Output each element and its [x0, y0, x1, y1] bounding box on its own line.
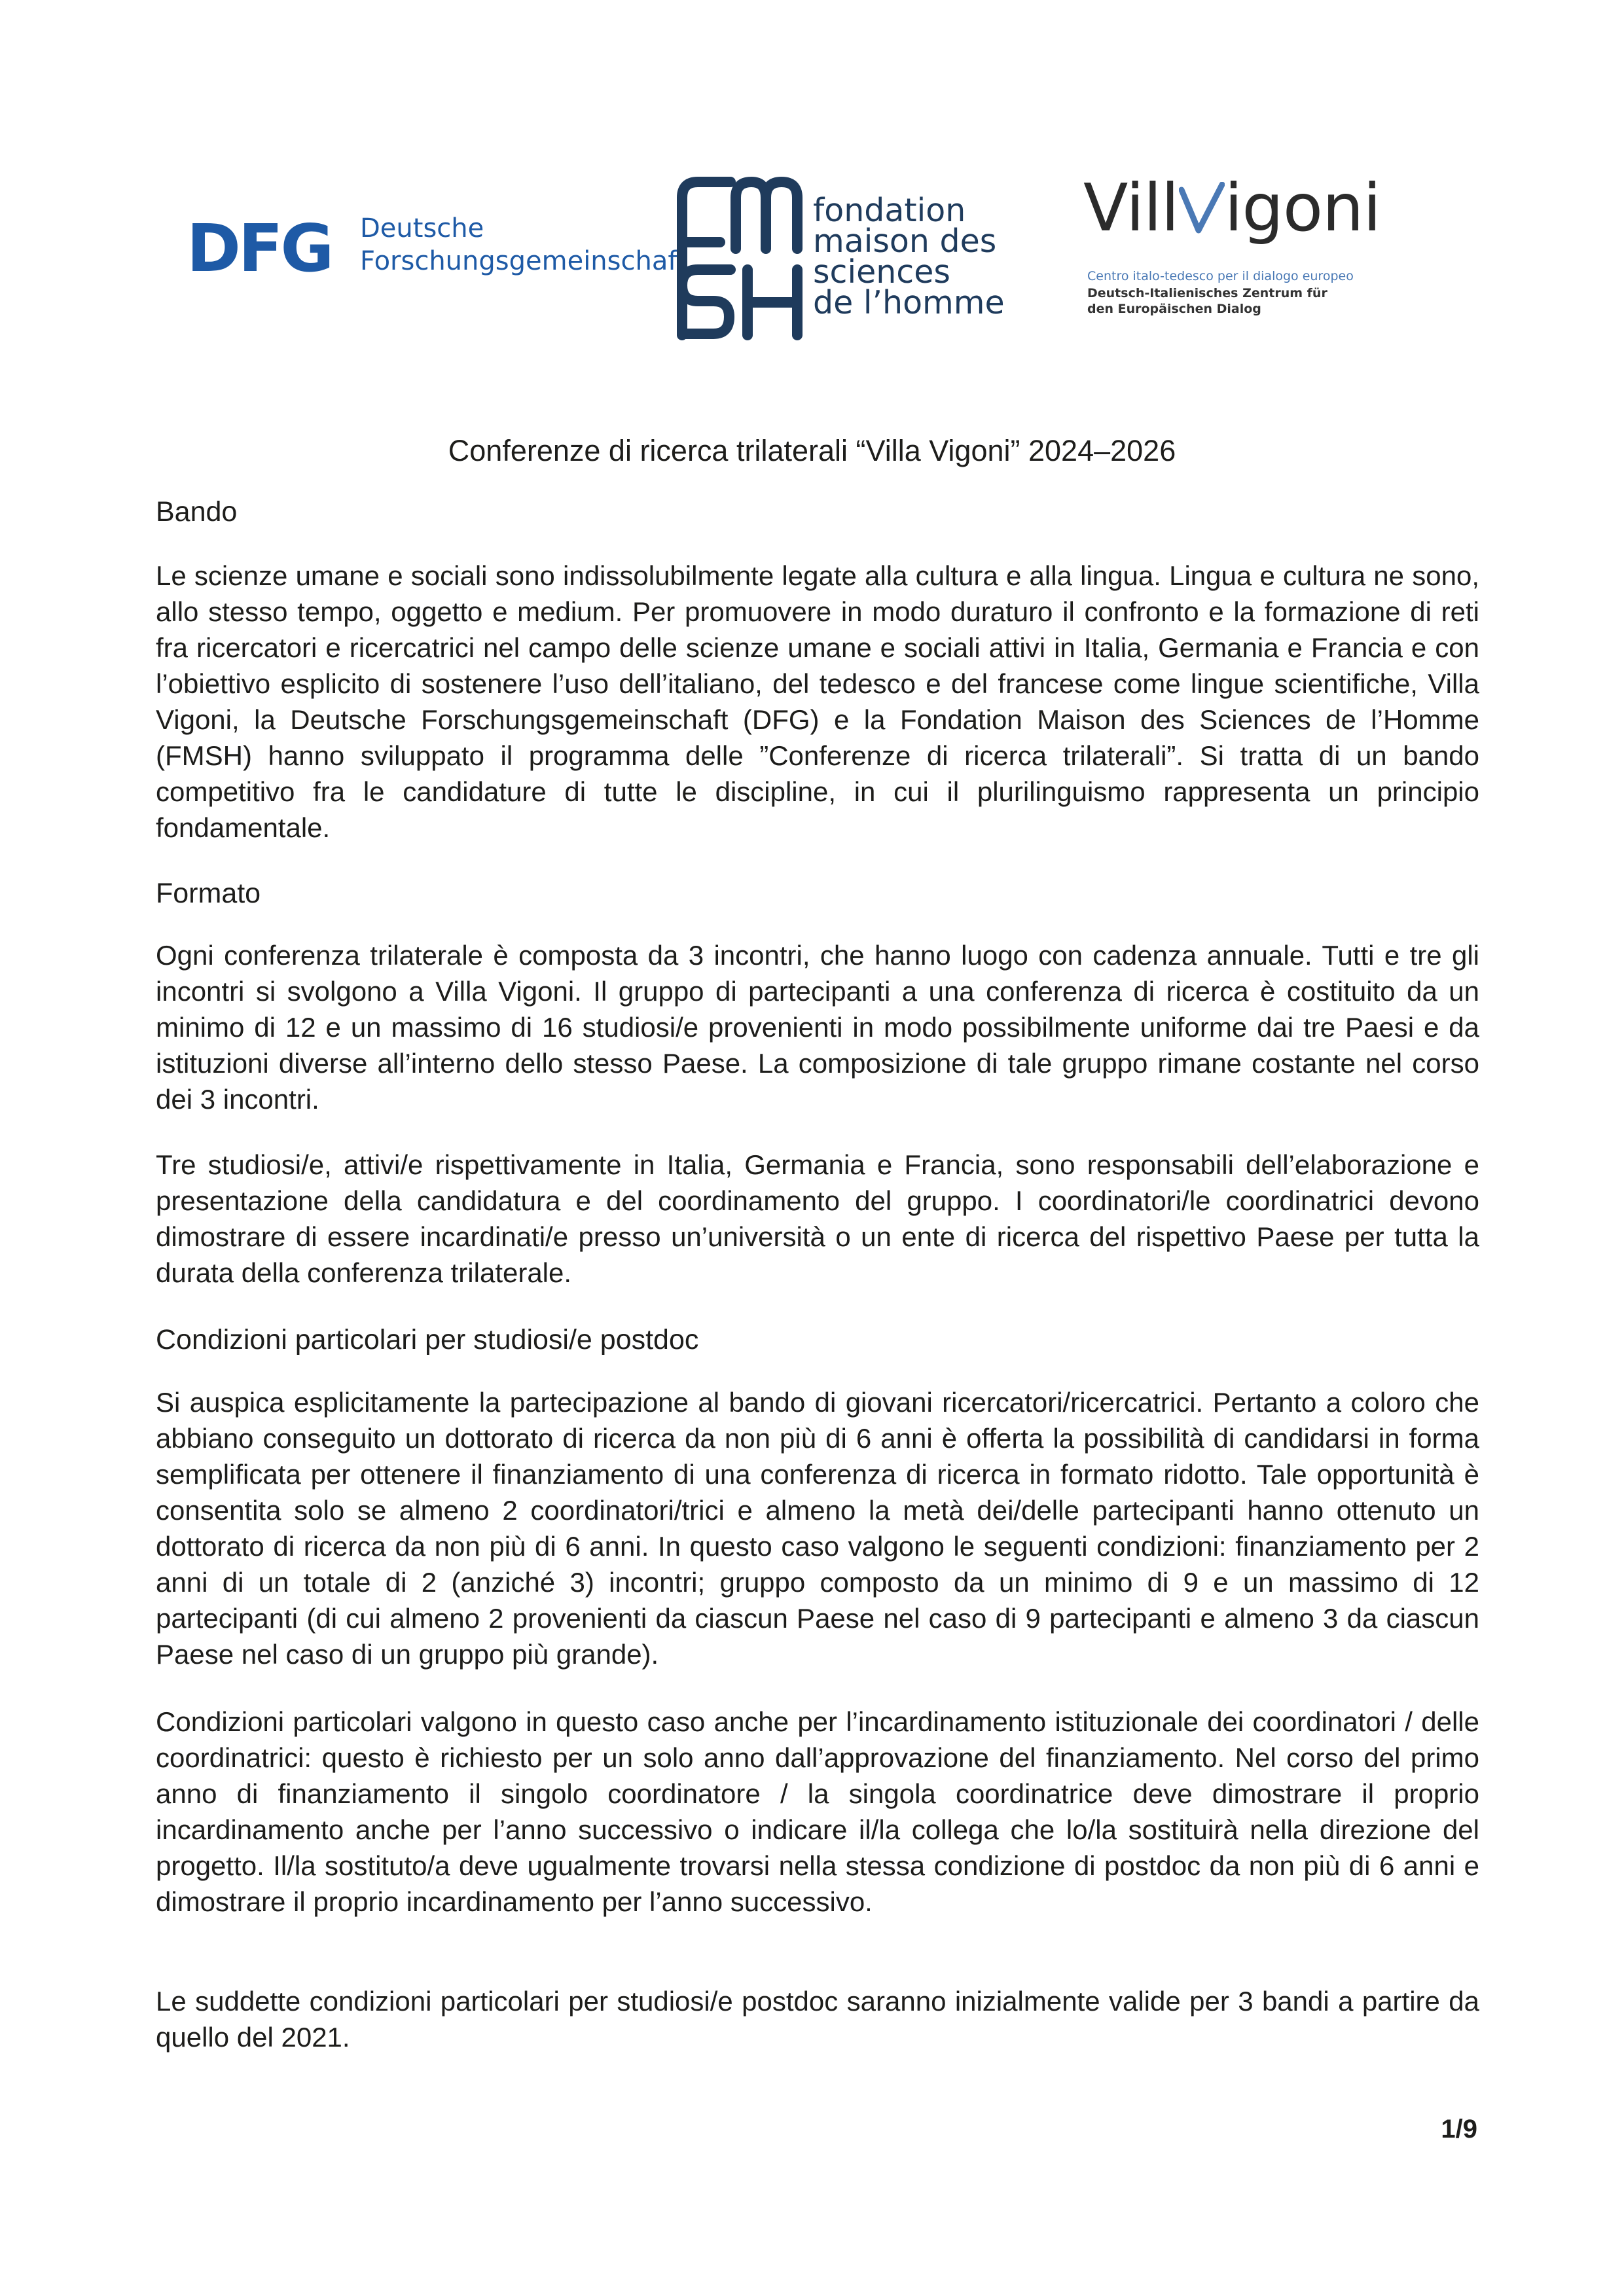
- section-heading-formato: Formato: [156, 878, 261, 909]
- villa-vigoni-wordmark-part-2: igoni: [1224, 170, 1381, 246]
- villa-vigoni-subtitle-de: [1087, 285, 1327, 317]
- section-heading-postdoc: Condizioni particolari per studiosi/e postdoc: [156, 1324, 699, 1355]
- paragraph-postdoc-3: Le suddette condizioni particolari per studiosi/e postdoc saranno inizialmente valide per 3 bandi a partire da quello del 2021.: [156, 1986, 1479, 2053]
- section-heading-bando: Bando: [156, 496, 238, 528]
- dfg-logo-line-2: Forschungsgemeinschaft: [360, 246, 687, 276]
- fmsh-logo-line-4: de l’homme: [813, 284, 1005, 321]
- villa-vigoni-logo: [1083, 169, 1437, 332]
- villa-vigoni-subtitle-de-line-1: Deutsch-Italienisches Zentrum für: [1087, 286, 1327, 300]
- villa-vigoni-subtitle-it: Centro italo-tedesco per il dialogo europeo: [1087, 269, 1354, 283]
- villa-vigoni-subtitle-de-line-2: den Europäischen Dialog: [1087, 302, 1261, 316]
- fmsh-logo-line-2: maison des: [813, 223, 997, 260]
- paragraph-formato-2: Tre studiosi/e, attivi/e rispettivamente in Italia, Germania e Francia, sono responsabili dell’elaborazione e presentazione della candidatura e del coordinamento del gruppo. I coordinatori/le coordinatrici devono dimostrare di essere incardinati/e presso un’università o un ente di ricerca del rispettivo Paese per tutta la durata della conferenza trilaterale.: [156, 1149, 1479, 1288]
- paragraph-postdoc-2: Condizioni particolari valgono in questo caso anche per l’incardinamento istituzionale dei coordinatori / delle coordinatrici: questo è richiesto per un solo anno dall’approvazione del finanziamento. Nel corso del primo anno di finanziamento il singolo coordinatore / la singola coordinatrice deve dimostrare il proprio incardinamento anche per l’anno successivo o indicare il/la collega che lo/la sostituirà nella direzione del progetto. Il/la sostituto/a deve ugualmente trovarsi nella stessa condizione di postdoc da non più di 6 anni e dimostrare il proprio incardinamento per l’anno successivo.: [156, 1706, 1479, 1917]
- villa-vigoni-wordmark-part-1: Vill: [1083, 170, 1179, 246]
- paragraph-intro: Le scienze umane e sociali sono indissolubilmente legate alla cultura e alla lingua. Lingua e cultura ne sono, allo stesso tempo, oggetto e medium. Per promuovere in modo duraturo il confronto e la formazione di reti fra ricercatori e ricercatrici nel campo delle scienze umane e sociali attivi in Italia, Germania e Francia e con l’obiettivo esplicito di sostenere l’uso dell’italiano, del tedesco e del francese come lingue scientifiche, Villa Vigoni, la Deutsche Forschungsgemeinschaft (DFG) e la Fondation Maison des Sciences de l’Homme (FMSH) hanno sviluppato il programma delle ”Conferenze di ricerca trilaterali”. Si tratta di un bando competitivo fra le candidature di tutte le discipline, in cui il plurilinguismo rappresenta un principio fondamentale.: [156, 560, 1479, 843]
- page-number: 1/9: [1441, 2115, 1477, 2144]
- villa-vigoni-wordmark: [1083, 169, 1380, 247]
- paragraph-postdoc-1: Si auspica esplicitamente la partecipazione al bando di giovani ricercatori/ricercatrici. Pertanto a coloro che abbiano conseguito un dottorato di ricerca da non più di 6 anni è offerta la possibilità di candidarsi in forma semplificata per ottenere il finanziamento di una conferenza di ricerca in formato ridotto. Tale opportunità è consentita solo se almeno 2 coordinatori/trici e almeno la metà dei/delle partecipanti hanno ottenuto un dottorato di ricerca da non più di 6 anni. In questo caso valgono le seguenti condizioni: finanziamento per 2 anni di un totale di 2 (anziché 3) incontri; gruppo composto da un minimo di 9 e un massimo di 12 partecipanti (di cui almeno 2 provenienti da ciascun Paese nel caso di 9 partecipanti e almeno 3 da ciascun Paese nel caso di un gruppo più grande).: [156, 1387, 1479, 1670]
- fmsh-logo-line-1: fondation: [813, 192, 966, 229]
- fmsh-logo: [668, 171, 1008, 345]
- paragraph-formato-1: Ogni conferenza trilaterale è composta da 3 incontri, che hanno luogo con cadenza annuale. Tutti e tre gli incontri si svolgono a Villa Vigoni. Il gruppo di partecipanti a una conferenza di ricerca è costituito da un minimo di 12 e un massimo di 16 studiosi/e provenienti in modo possibilmente uniforme dai tre Paesi e da istituzioni diverse all’interno dello stesso Paese. La composizione di tale gruppo rimane costante nel corso dei 3 incontri.: [156, 940, 1479, 1115]
- document-title: Conferenze di ricerca trilaterali “Villa Vigoni” 2024–2026: [448, 434, 1176, 467]
- villa-vigoni-v-icon: [1179, 182, 1225, 234]
- dfg-logo-wordmark: [360, 212, 687, 278]
- fmsh-logo-line-3: sciences: [813, 253, 950, 291]
- dfg-logo: [187, 208, 687, 287]
- fmsh-monogram-icon: [668, 171, 815, 345]
- dfg-logo-mark: DFG: [187, 210, 332, 287]
- fmsh-logo-wordmark: [813, 192, 1005, 321]
- dfg-logo-line-1: Deutsche: [360, 213, 484, 243]
